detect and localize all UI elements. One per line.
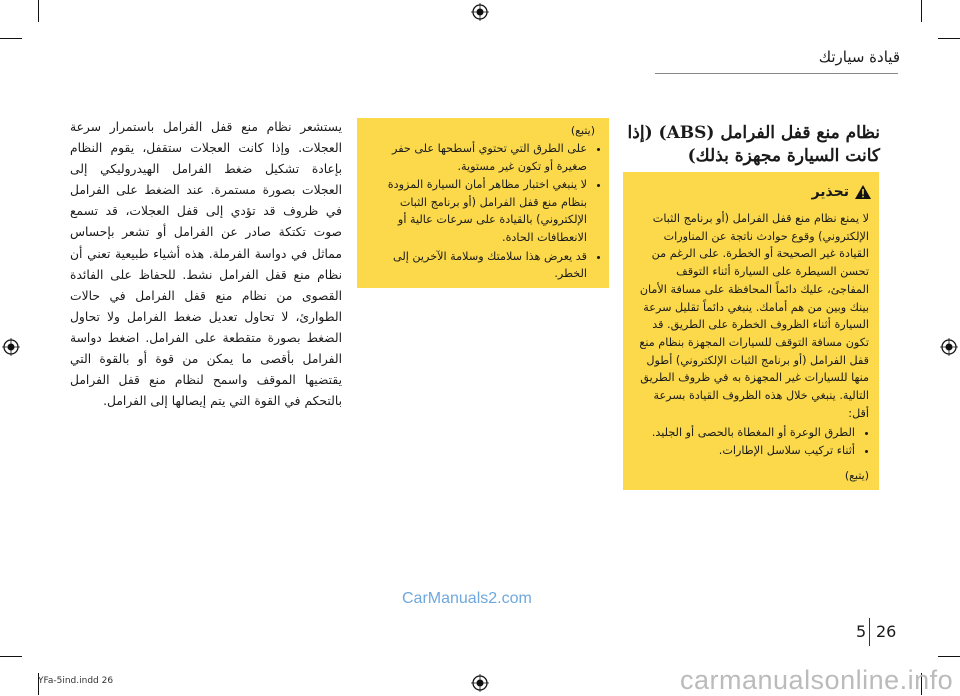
- continued-bullet: • على الطرق التي تحتوي أسطحها على حفر صغيرة أو تكون غير مستوية.: [365, 140, 587, 175]
- watermark-site: CarManuals2.com: [402, 590, 532, 607]
- continued-box: [357, 118, 609, 288]
- continued-header: (يتبع): [570, 124, 595, 137]
- print-slug: YFa-5ind.indd 26: [38, 676, 114, 686]
- warning-bullets: [633, 424, 869, 459]
- chapter-number: 5: [856, 622, 867, 641]
- continued-body: [365, 140, 601, 284]
- crop-mark: [0, 38, 22, 39]
- registration-mark-icon: [940, 338, 958, 356]
- page-number-divider: [869, 618, 870, 646]
- continued-bullet: • لا ينبغي اختبار مظاهر أمان السيارة المزودة بنظام منع قفل الفرامل (أو برنامج الثبات الإلكتروني) بالقيادة على سرعات عالية أو الانعطافات الحادة.: [365, 176, 587, 246]
- crop-mark: [938, 656, 960, 657]
- warning-body: [633, 210, 869, 460]
- body-text: يستشعر نظام منع قفل الفرامل باستمرار سرعة العجلات. وإذا كانت العجلات ستقفل، يقوم النظام بإعادة تشكيل ضغط الفرامل الهيدروليكي إلى العجلات بصورة مستمرة. عند الضغط على الفرامل في ظروف قد تؤدي إلى قفل العجلات، قد تسمع صوت تكتكة صادر عن الفرامل أو تشعر بإحساس مماثل في دواسة الفرملة. هذه أشياء طبيعية تعني أن نظام منع قفل الفرامل نشط. للحفاظ على الفائدة القصوى من نظام منع قفل الفرامل في حالات الطوارئ، لا تحاول تعديل ضغط الفرامل ولا تحاول الضغط بصورة متقطعة على الفرامل. اضغط دواسة الفرامل بأقصى ما يمكن من قوة أو بالقوة التي يقتضيها الموقف واسمح لنظام منع قفل الفرامل بالتحكم في القوة التي يتم إيصالها إلى الفرامل.: [70, 120, 342, 409]
- section-title: قيادة سيارتك: [818, 48, 900, 66]
- crop-mark: [938, 38, 960, 39]
- page-number: 26: [876, 622, 897, 641]
- warning-box: [623, 172, 879, 490]
- crop-mark: [38, 0, 39, 22]
- watermark-corner: carmanualsonline.info: [680, 665, 954, 695]
- warning-continued: (يتبع): [844, 469, 869, 482]
- warning-title: تحذير: [811, 184, 849, 200]
- warning-bullet: • الطرق الوعرة أو المغطاة بالحصى أو الجليد.: [633, 424, 855, 442]
- registration-mark-icon: [471, 674, 489, 692]
- crop-mark: [0, 656, 22, 657]
- header-rule: [655, 73, 898, 74]
- continued-bullet: • قد يعرض هذا سلامتك وسلامة الآخرين إلى الخطر.: [365, 248, 587, 283]
- warning-bullet: • أثناء تركيب سلاسل الإطارات.: [633, 442, 855, 460]
- warning-triangle-icon: [855, 185, 871, 199]
- registration-mark-icon: [471, 3, 489, 21]
- registration-mark-icon: [2, 338, 20, 356]
- page-heading: نظام منع قفل الفرامل (ABS) (إذا كانت السيارة مجهزة بذلك): [627, 123, 880, 166]
- warning-header: [812, 184, 871, 200]
- warning-paragraph: لا يمنع نظام منع قفل الفرامل (أو برنامج الثبات الإلكتروني) وقوع حوادث ناتجة عن المناورات القيادة غير الصحيحة أو الخطرة. على الرغم من تحسن السيطرة على السيارة أثناء التوقف المفاجئ، عليك دائماً المحافظة على مسافة الأمان بينك وبين من هم أمامك. ينبغي دائماً تقليل سرعة السيارة أثناء الظروف الخطرة على الطريق. قد تكون مسافة التوقف للسيارات المجهزة بنظام منع قفل الفرامل (أو برنامج الثبات الإلكتروني) أطول منها للسيارات غير المجهزة به في ظروف الطريق التالية. ينبغي خلال هذه الظروف القيادة بسرعة أقل:: [639, 212, 869, 420]
- crop-mark: [921, 0, 922, 22]
